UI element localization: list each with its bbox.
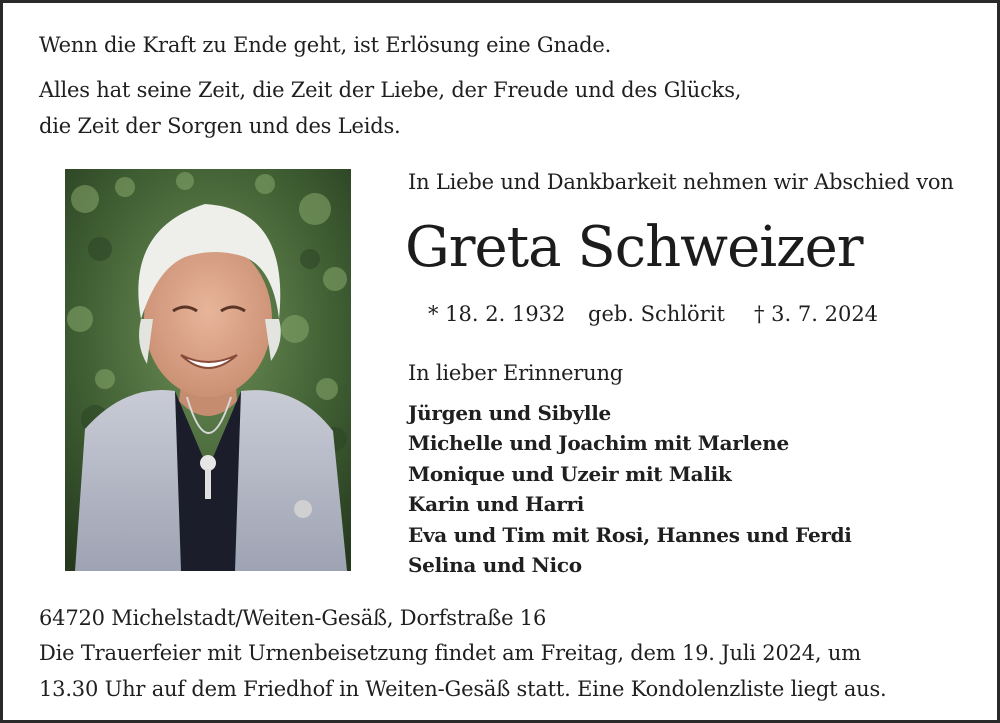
portrait-photo <box>65 169 351 571</box>
mourner-entry: Monique und Uzeir mit Malik <box>408 461 732 486</box>
mourner-entry: Selina und Nico <box>408 553 582 578</box>
verse-line-3: die Zeit der Sorgen und des Leids. <box>39 114 401 138</box>
mourner-entry: Karin und Harri <box>408 492 585 517</box>
portrait-illustration <box>65 169 351 571</box>
deceased-name: Greta Schweizer <box>405 215 863 280</box>
verse-line-2: Alles hat seine Zeit, die Zeit der Liebe, der Freude und des Glücks, <box>39 78 742 102</box>
mourner-entry: Eva und Tim mit Rosi, Hannes und Ferdi <box>408 522 852 547</box>
service-info-line-1: Die Trauerfeier mit Urnenbeisetzung findet am Freitag, dem 19. Juli 2024, um <box>39 641 861 665</box>
birth-date: * 18. 2. 1932 <box>428 302 566 326</box>
mourner-entry: Michelle und Joachim mit Marlene <box>408 431 789 456</box>
family-address: 64720 Michelstadt/Weiten-Gesäß, Dorfstraße 16 <box>39 606 547 630</box>
maiden-name: geb. Schlörit <box>588 302 725 326</box>
death-date: † 3. 7. 2024 <box>754 302 879 326</box>
farewell-intro: In Liebe und Dankbarkeit nehmen wir Abschied von <box>408 170 954 194</box>
mourner-entry: Jürgen und Sibylle <box>408 401 611 425</box>
memory-heading: In lieber Erinnerung <box>408 361 624 385</box>
verse-line-1: Wenn die Kraft zu Ende geht, ist Erlösung eine Gnade. <box>39 33 612 57</box>
mourners-list <box>408 398 852 580</box>
service-info-line-2: 13.30 Uhr auf dem Friedhof in Weiten-Gesäß statt. Eine Kondolenzliste liegt aus. <box>39 677 887 701</box>
